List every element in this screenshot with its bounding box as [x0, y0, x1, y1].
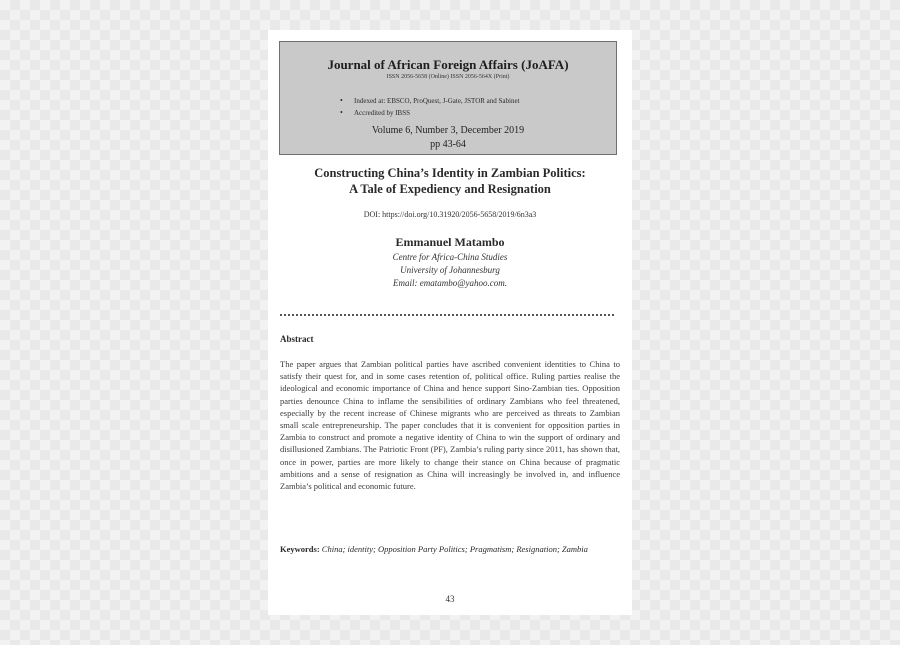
author-name: Emmanuel Matambo — [395, 235, 505, 249]
volume-line: Volume 6, Number 3, December 2019 — [371, 125, 525, 136]
issn-line: ISSN 2056-5658 (Online) ISSN 2056-564X (Print) — [386, 74, 510, 80]
article-title-line-2: A Tale of Expediency and Resignation — [349, 182, 551, 196]
bullet-icon: • — [340, 108, 343, 117]
journal-header-box — [279, 41, 617, 155]
article-title-line-1: Constructing China’s Identity in Zambian Politics: — [314, 166, 586, 180]
document-page — [268, 30, 632, 615]
doi-link[interactable]: DOI: https://doi.org/10.31920/2056-5658/2019/6n3a3 — [363, 210, 537, 219]
journal-title: Journal of African Foreign Affairs (JoAFA) — [327, 57, 569, 72]
page-range: pp 43-64 — [430, 139, 466, 150]
bullet-item — [340, 95, 520, 107]
dotted-divider — [280, 314, 614, 316]
bullet-icon: • — [340, 96, 343, 105]
author-email[interactable]: Email: ematambo@yahoo.com. — [392, 278, 507, 288]
abstract-heading: Abstract — [280, 334, 314, 344]
affiliation-centre: Centre for Africa-China Studies — [392, 252, 508, 262]
keywords-label: Keywords: — [280, 544, 320, 554]
author-affiliation — [268, 251, 632, 290]
keywords-line — [280, 544, 625, 554]
keywords-list: China; identity; Opposition Party Politics; Pragmatism; Resignation; Zambia — [321, 544, 588, 554]
article-title — [268, 165, 632, 197]
index-bullet-list — [340, 95, 520, 119]
bullet-text: Accredited by IBSS — [354, 109, 410, 117]
bullet-text: Indexed at: EBSCO, ProQuest, J-Gate, JSTOR and Sabinet — [354, 97, 520, 105]
abstract-text: The paper argues that Zambian political parties have ascribed convenient identities to China to satisfy their quest for, and in some cases retention of, political office. Ruling parties realise the ideological and economic importance of China and hence support Sino-Zambian ties. Opposition parties denounce China to inflame the sensibilities of ordinary Zambians who feel threatened, especially by the recent increase of Chinese migrants who are perceived as threats to Zambian small scale entrepreneurship. The paper concludes that it is convenient for opposition parties in Zambia to construct and promote a negative identity of China to win the support of ordinary and disillusioned Zambians. The Patriotic Front (PF), Zambia’s ruling party since 2011, has shown that, once in power, parties are more likely to change their stance on China because of pragmatic ambitions and a sense of resignation as China will increasingly be involved in, and influence Zambia’s political and economic future. — [280, 359, 620, 492]
bullet-item — [340, 107, 520, 119]
affiliation-university: University of Johannesburg — [400, 265, 500, 275]
page-number: 43 — [445, 594, 455, 604]
